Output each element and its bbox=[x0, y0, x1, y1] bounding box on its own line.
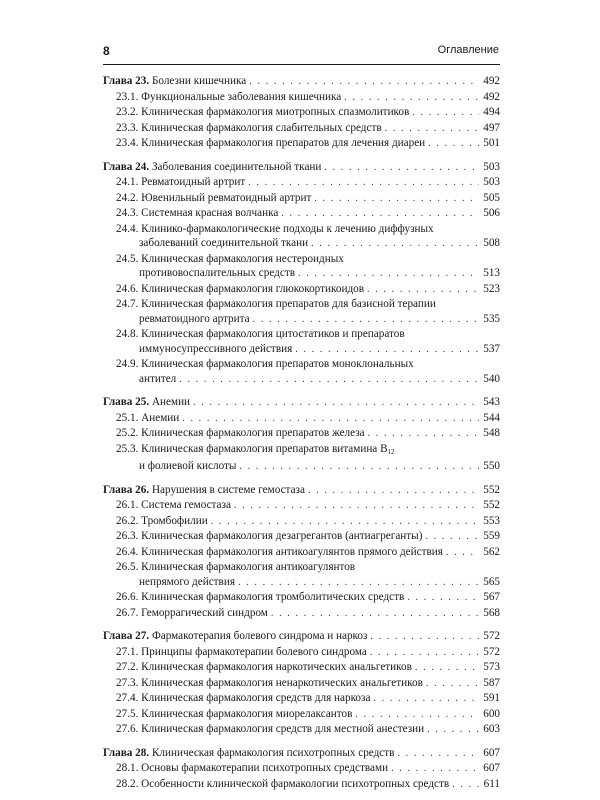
chapter-title: Заболевания соединительной ткани bbox=[151, 160, 322, 173]
page-ref: 567 bbox=[483, 591, 500, 603]
toc-entry-title bbox=[116, 252, 344, 267]
entry-number: 27.4. bbox=[116, 692, 139, 704]
dot-leader bbox=[292, 343, 479, 358]
entry-continuation: антител bbox=[139, 372, 177, 385]
page-ref: 553 bbox=[483, 514, 500, 527]
dot-leader bbox=[404, 591, 479, 606]
page-ref: 537 bbox=[483, 342, 500, 355]
toc-chapter-title bbox=[103, 483, 305, 498]
toc-chapter-heading[interactable] bbox=[103, 74, 500, 90]
toc-entry-title bbox=[116, 529, 422, 544]
entry-number: 28.1. bbox=[116, 762, 139, 774]
toc-entry[interactable] bbox=[103, 175, 500, 191]
entry-continuation: ревматоидного артрита bbox=[139, 312, 250, 325]
toc-entry-line bbox=[103, 327, 500, 342]
entry-title: Клиническая фармакология цитостатиков и препаратов bbox=[141, 328, 405, 340]
entry-number: 24.9. bbox=[116, 358, 139, 370]
dot-leader bbox=[409, 106, 479, 121]
entry-title: Клиническая фармакология антикоагулянтов bbox=[141, 561, 356, 573]
toc-entry-title bbox=[116, 498, 231, 513]
dot-leader bbox=[321, 161, 479, 176]
entry-number: 24.8. bbox=[116, 328, 139, 340]
toc-entry[interactable] bbox=[103, 222, 500, 252]
dot-leader bbox=[308, 237, 479, 252]
toc-entry-title bbox=[116, 761, 388, 776]
toc-entry[interactable] bbox=[103, 442, 500, 475]
entry-number: 26.7. bbox=[116, 606, 139, 619]
toc-chapter bbox=[103, 483, 500, 622]
entry-title: Клиническая фармакология антикоагулянтов прямого действия bbox=[141, 545, 443, 558]
page-ref: 540 bbox=[483, 372, 500, 385]
entry-subscript: 12 bbox=[387, 447, 395, 456]
toc-chapter bbox=[103, 160, 500, 388]
header-rule bbox=[103, 64, 500, 65]
toc-chapter-heading[interactable] bbox=[103, 160, 500, 176]
page-ref: 503 bbox=[483, 160, 500, 173]
page-ref: 600 bbox=[483, 707, 500, 720]
toc-chapter bbox=[103, 395, 500, 475]
entry-continuation: и фолиевой кислоты bbox=[139, 460, 237, 472]
entry-number: 24.6. bbox=[116, 282, 139, 295]
dot-leader bbox=[382, 122, 479, 137]
page-ref: 565 bbox=[483, 575, 500, 588]
page-ref: 552 bbox=[483, 499, 500, 511]
toc-entry-title bbox=[116, 121, 382, 136]
toc-entry-line bbox=[103, 222, 500, 237]
entry-number: 27.6. bbox=[116, 723, 139, 735]
page-ref: 572 bbox=[483, 630, 500, 642]
page-ref: 607 bbox=[483, 762, 500, 774]
page-ref: 513 bbox=[483, 267, 500, 279]
toc-entry-title bbox=[116, 426, 365, 441]
toc-entry[interactable] bbox=[103, 357, 500, 387]
page-ref: 572 bbox=[483, 645, 500, 658]
toc-entry-continuation bbox=[103, 342, 500, 358]
dot-leader bbox=[423, 677, 479, 692]
chapter-label: Глава 27. bbox=[103, 630, 150, 642]
entry-title: Клиническая фармакология средств для наркоза bbox=[141, 692, 371, 704]
page-ref: 548 bbox=[483, 427, 500, 439]
entry-title: Клиническая фармакология препаратов для лечения диареи bbox=[141, 137, 426, 149]
page-ref: 523 bbox=[483, 282, 500, 295]
toc-entry[interactable] bbox=[103, 411, 500, 427]
dot-leader bbox=[190, 396, 479, 411]
dot-leader bbox=[245, 176, 479, 191]
toc-entry-title bbox=[116, 514, 208, 529]
entry-title: Клиническая фармакология ненаркотических анальгетиков bbox=[141, 676, 423, 689]
dot-leader bbox=[235, 576, 479, 591]
toc-entry[interactable] bbox=[103, 645, 500, 661]
entry-continuation: непрямого действия bbox=[139, 575, 235, 588]
toc-entry-title bbox=[116, 411, 179, 426]
page-ref: 550 bbox=[483, 460, 500, 472]
toc-entry[interactable] bbox=[103, 514, 500, 530]
toc-chapter-title bbox=[103, 74, 246, 89]
dot-leader bbox=[388, 762, 479, 777]
toc-entry-line bbox=[103, 560, 500, 575]
toc-chapter bbox=[103, 746, 500, 793]
entry-title: Системная красная волчанка bbox=[141, 207, 279, 219]
entry-title: Клиническая фармакология миорелаксантов bbox=[141, 707, 353, 720]
toc-entry-title bbox=[116, 722, 424, 737]
entry-title: Ревматоидный артрит bbox=[141, 176, 246, 188]
toc-entry-title bbox=[116, 707, 352, 722]
toc-entry-title bbox=[116, 282, 364, 297]
toc-entry-title bbox=[116, 105, 409, 120]
entry-number: 25.1. bbox=[116, 411, 139, 424]
entry-title: Клиническая фармакология средств для местной анестезии bbox=[141, 723, 425, 735]
toc-entry-continuation bbox=[103, 312, 500, 328]
page-ref: 611 bbox=[483, 777, 500, 790]
chapter-label: Глава 25. bbox=[103, 396, 150, 408]
page-ref: 506 bbox=[483, 207, 500, 219]
dot-leader bbox=[311, 192, 479, 207]
toc-entry-title bbox=[116, 691, 370, 706]
dot-leader bbox=[367, 630, 479, 645]
dot-leader bbox=[370, 692, 479, 707]
toc-entry[interactable] bbox=[103, 691, 500, 707]
dot-leader bbox=[364, 283, 479, 298]
dot-leader bbox=[231, 499, 479, 514]
toc-chapter-title bbox=[103, 160, 321, 175]
dot-leader bbox=[443, 546, 479, 561]
toc-entry-line bbox=[103, 357, 500, 372]
page-ref: 544 bbox=[483, 411, 500, 424]
toc-entry-title bbox=[116, 90, 341, 105]
toc-entry-title bbox=[116, 442, 395, 460]
chapter-label: Глава 28. bbox=[103, 746, 150, 759]
chapter-label: Глава 24. bbox=[103, 160, 150, 173]
table-of-contents bbox=[103, 74, 500, 800]
entry-number: 23.2. bbox=[116, 106, 139, 118]
entry-number: 25.2. bbox=[116, 427, 139, 439]
entry-title: Клиническая фармакология тромболитических средств bbox=[141, 591, 405, 603]
entry-title: Ювенильный ревматоидный артрит bbox=[141, 191, 312, 204]
dot-leader bbox=[305, 484, 479, 499]
entry-number: 23.3. bbox=[116, 121, 139, 134]
toc-entry[interactable] bbox=[103, 121, 500, 137]
entry-title: Клиническая фармакология препаратов для базисной терапии bbox=[141, 298, 436, 310]
toc-entry-title bbox=[116, 327, 405, 342]
toc-entry-continuation bbox=[103, 266, 500, 282]
entry-number: 24.2. bbox=[116, 191, 139, 204]
entry-title: Клиническая фармакология глюкокортикоидов bbox=[141, 282, 365, 295]
entry-title: Тромбофилии bbox=[141, 514, 208, 527]
toc-entry-title bbox=[116, 590, 404, 605]
toc-entry[interactable] bbox=[103, 777, 500, 793]
entry-title: Основы фармакотерапии психотропных средствами bbox=[141, 762, 389, 774]
page-ref: 508 bbox=[483, 237, 500, 249]
toc-chapter-title bbox=[103, 746, 394, 761]
page-ref: 562 bbox=[483, 545, 500, 558]
toc-entry[interactable] bbox=[103, 191, 500, 207]
toc-entry[interactable] bbox=[103, 545, 500, 561]
entry-number: 27.1. bbox=[116, 645, 139, 658]
page-ref: 492 bbox=[483, 90, 500, 103]
toc-entry[interactable] bbox=[103, 282, 500, 298]
page-ref: 591 bbox=[483, 692, 500, 704]
page-ref: 559 bbox=[483, 530, 500, 542]
toc-entry-line bbox=[103, 442, 500, 460]
entry-continuation: заболеваний соединительной ткани bbox=[139, 237, 309, 249]
toc-entry[interactable] bbox=[103, 722, 500, 738]
toc-entry-title bbox=[116, 297, 436, 312]
toc-chapter bbox=[103, 629, 500, 738]
dot-leader bbox=[341, 91, 479, 106]
toc-entry[interactable] bbox=[103, 660, 500, 676]
toc-entry-title bbox=[116, 777, 449, 792]
page-ref: 535 bbox=[483, 312, 500, 325]
dot-leader bbox=[425, 137, 479, 152]
entry-number: 26.2. bbox=[116, 514, 139, 527]
dot-leader bbox=[250, 313, 479, 328]
toc-chapter-heading[interactable] bbox=[103, 746, 500, 762]
entry-number: 26.5. bbox=[116, 561, 139, 573]
toc-entry[interactable] bbox=[103, 105, 500, 121]
dot-leader bbox=[246, 75, 479, 90]
entry-title: Клиническая фармакология препаратов витамина B bbox=[141, 442, 388, 455]
toc-entry-title bbox=[116, 222, 434, 237]
toc-entry[interactable] bbox=[103, 426, 500, 442]
chapter-title: Фармакотерапия болевого синдрома и наркоз bbox=[151, 630, 368, 642]
page-ref: 501 bbox=[483, 137, 500, 149]
entry-number: 28.2. bbox=[116, 777, 139, 790]
toc-chapter-title bbox=[103, 629, 367, 644]
entry-title: Система гемостаза bbox=[141, 499, 231, 511]
toc-entry[interactable] bbox=[103, 761, 500, 777]
entry-number: 27.5. bbox=[116, 707, 139, 720]
entry-title: Клиническая фармакология дезагрегантов (антиагреганты) bbox=[141, 530, 423, 542]
entry-number: 26.6. bbox=[116, 591, 139, 603]
page-ref: 573 bbox=[483, 661, 500, 673]
toc-entry-title bbox=[116, 660, 412, 675]
toc-entry[interactable] bbox=[103, 90, 500, 106]
dot-leader bbox=[208, 515, 479, 530]
dot-leader bbox=[367, 646, 479, 661]
entry-number: 24.7. bbox=[116, 298, 139, 310]
entry-title: Клинико-фармакологические подходы к лечению диффузных bbox=[141, 222, 434, 235]
page-ref: 568 bbox=[483, 606, 500, 619]
entry-number: 24.5. bbox=[116, 252, 139, 265]
toc-entry-title bbox=[116, 676, 423, 691]
dot-leader bbox=[352, 708, 479, 723]
toc-entry-continuation bbox=[103, 459, 500, 475]
toc-entry[interactable] bbox=[103, 206, 500, 222]
toc-entry-title bbox=[116, 206, 278, 221]
toc-chapter-heading[interactable] bbox=[103, 483, 500, 499]
dot-leader bbox=[268, 607, 479, 622]
entry-number: 26.3. bbox=[116, 530, 139, 542]
entry-title: Функциональные заболевания кишечника bbox=[141, 90, 342, 103]
entry-number: 23.1. bbox=[116, 90, 139, 103]
toc-entry[interactable] bbox=[103, 590, 500, 606]
toc-entry[interactable] bbox=[103, 560, 500, 590]
toc-entry-title bbox=[116, 136, 425, 151]
page-ref: 503 bbox=[483, 176, 500, 188]
page-ref: 603 bbox=[483, 723, 500, 735]
toc-chapter-heading[interactable] bbox=[103, 395, 500, 411]
page-ref: 587 bbox=[483, 676, 500, 689]
page-ref: 497 bbox=[483, 121, 500, 134]
page-number: 8 bbox=[103, 44, 110, 58]
toc-entry-line bbox=[103, 252, 500, 267]
section-title: Оглавление bbox=[437, 44, 499, 56]
page-ref: 494 bbox=[483, 106, 500, 118]
toc-entry-line bbox=[103, 297, 500, 312]
toc-entry[interactable] bbox=[103, 606, 500, 622]
entry-number: 23.4. bbox=[116, 137, 139, 149]
dot-leader bbox=[236, 460, 479, 475]
dot-leader bbox=[424, 723, 479, 738]
toc-entry[interactable] bbox=[103, 136, 500, 152]
toc-entry[interactable] bbox=[103, 707, 500, 723]
toc-chapter-heading[interactable] bbox=[103, 629, 500, 645]
entry-title: Геморрагический синдром bbox=[141, 606, 268, 619]
chapter-title: Анемии bbox=[151, 396, 191, 408]
entry-title: Клиническая фармакология препаратов железа bbox=[141, 427, 365, 439]
entry-title: Клиническая фармакология препаратов моноклональных bbox=[141, 358, 414, 370]
dot-leader bbox=[422, 530, 479, 545]
page-ref: 505 bbox=[483, 191, 500, 204]
toc-entry-title bbox=[116, 545, 443, 560]
entry-title: Клиническая фармакология наркотических анальгетиков bbox=[141, 661, 412, 673]
entry-number: 27.3. bbox=[116, 676, 139, 689]
entry-number: 25.3. bbox=[116, 442, 139, 455]
toc-entry[interactable] bbox=[103, 252, 500, 282]
toc-entry-title bbox=[116, 560, 355, 575]
chapter-title: Клиническая фармакология психотропных средств bbox=[151, 746, 395, 759]
dot-leader bbox=[412, 661, 479, 676]
entry-number: 24.1. bbox=[116, 176, 139, 188]
dot-leader bbox=[278, 207, 479, 222]
toc-entry[interactable] bbox=[103, 676, 500, 692]
toc-entry[interactable] bbox=[103, 498, 500, 514]
toc-entry-title bbox=[116, 175, 245, 190]
toc-entry-title bbox=[116, 357, 414, 372]
toc-entry[interactable] bbox=[103, 529, 500, 545]
chapter-title: Нарушения в системе гемостаза bbox=[151, 483, 305, 496]
running-header bbox=[103, 44, 499, 62]
toc-entry-title bbox=[116, 191, 311, 206]
chapter-title: Болезни кишечника bbox=[151, 75, 247, 87]
dot-leader bbox=[179, 412, 479, 427]
dot-leader bbox=[295, 267, 479, 282]
toc-entry-title bbox=[116, 606, 268, 621]
entry-title: Анемии bbox=[141, 411, 180, 424]
page-ref: 543 bbox=[483, 396, 500, 408]
toc-entry-continuation bbox=[103, 575, 500, 591]
dot-leader bbox=[394, 747, 479, 762]
entry-title: Особенности клинической фармакологии психотропных средств bbox=[141, 777, 450, 790]
entry-continuation: иммуносупрессивного действия bbox=[139, 342, 293, 355]
entry-title: Принципы фармакотерапии болевого синдрома bbox=[141, 645, 367, 658]
page-ref: 607 bbox=[483, 746, 500, 759]
page-ref: 492 bbox=[483, 75, 500, 87]
entry-title: Клиническая фармакология нестероидных bbox=[141, 252, 344, 265]
toc-entry[interactable] bbox=[103, 297, 500, 327]
toc-entry-continuation bbox=[103, 372, 500, 388]
chapter-label: Глава 23. bbox=[103, 75, 150, 87]
entry-continuation: противовоспалительных средств bbox=[139, 267, 296, 279]
toc-chapter-title bbox=[103, 395, 190, 410]
toc-chapter bbox=[103, 74, 500, 152]
page-ref: 552 bbox=[483, 483, 500, 496]
dot-leader bbox=[449, 778, 479, 793]
chapter-label: Глава 26. bbox=[103, 483, 150, 496]
entry-title: Клиническая фармакология миотропных спазмолитиков bbox=[141, 106, 410, 118]
toc-entry-title bbox=[116, 645, 367, 660]
toc-entry-continuation bbox=[103, 236, 500, 252]
dot-leader bbox=[176, 373, 479, 388]
entry-number: 26.4. bbox=[116, 545, 139, 558]
entry-number: 24.3. bbox=[116, 207, 139, 219]
entry-number: 27.2. bbox=[116, 661, 139, 673]
entry-number: 26.1. bbox=[116, 499, 139, 511]
entry-title: Клиническая фармакология слабительных средств bbox=[141, 121, 382, 134]
toc-entry[interactable] bbox=[103, 327, 500, 357]
entry-number: 24.4. bbox=[116, 222, 139, 235]
dot-leader bbox=[365, 427, 479, 442]
